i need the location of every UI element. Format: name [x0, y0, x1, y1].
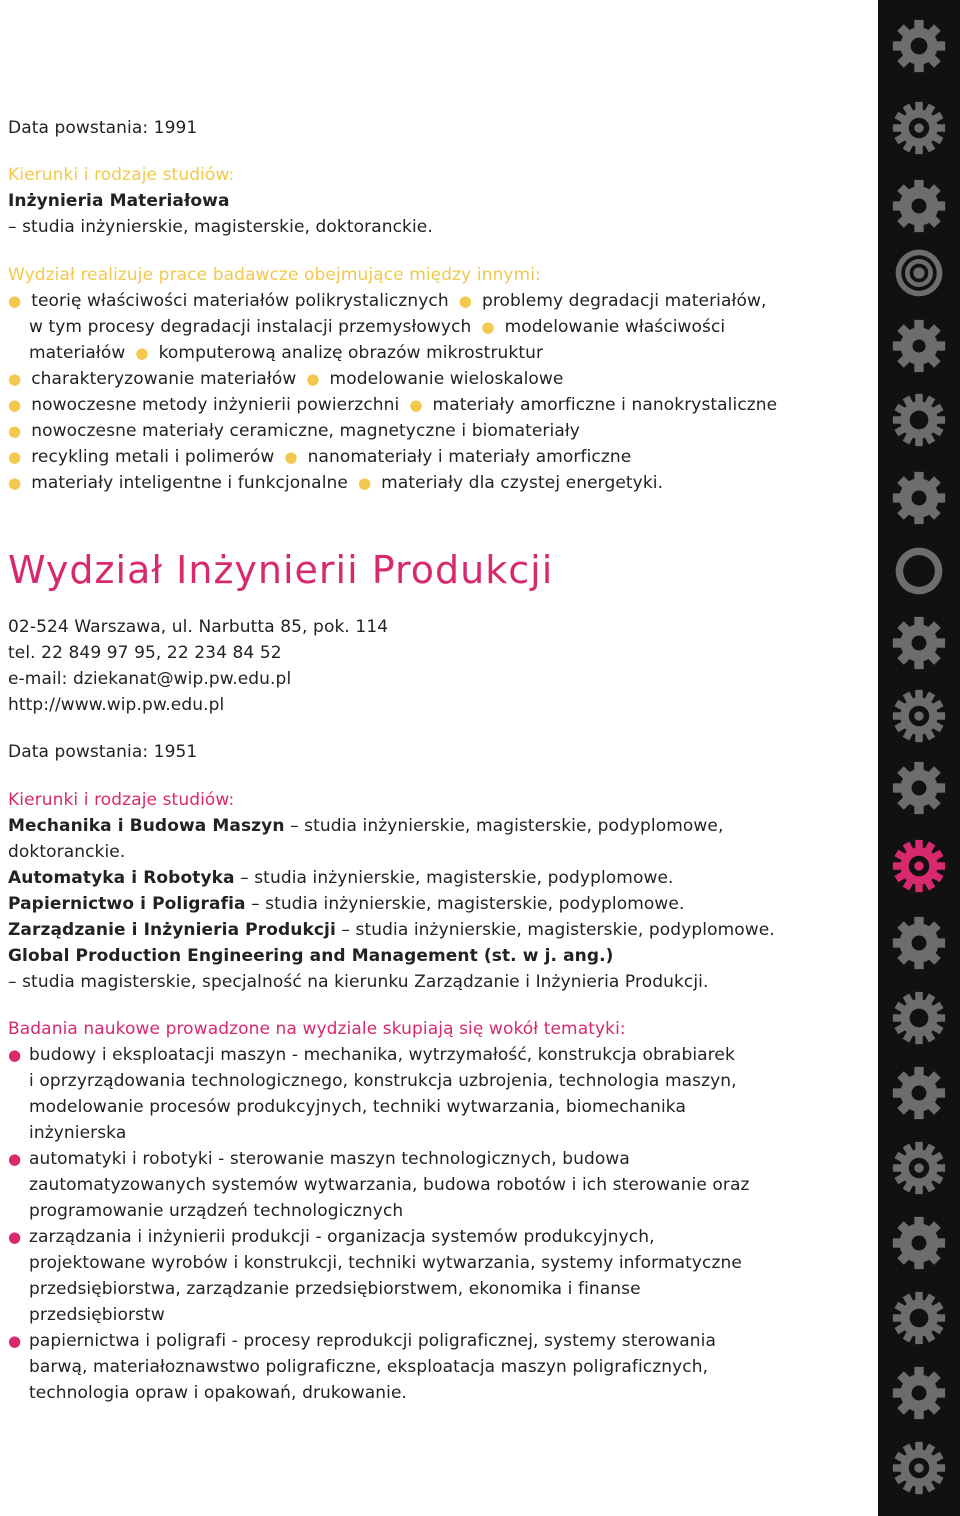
- list-item: ● papiernictwa i poligrafi - procesy reprodukcji poligraficznej, systemy sterowania barwą, materiałoznawstwo poligraficzne, eksploatacja maszyn poligraficznych, technologia opraw i opakowań, drukowanie.: [8, 1331, 716, 1403]
- wip-directions-label: Kierunki i rodzaje studiów:: [8, 790, 235, 810]
- gear-icon: [891, 760, 947, 816]
- gear-icon-highlighted: [891, 838, 947, 894]
- list-item: ● automatyki i robotyki - sterowanie maszyn technologicznych, budowa zautomatyzowanych systemów wytwarzania, budowa robotów i ich sterowanie oraz programowanie urządzeń technologicznych: [8, 1149, 750, 1221]
- gear-icon: [891, 100, 947, 156]
- wip-research-list: [8, 1042, 808, 1406]
- gear-icon: [891, 318, 947, 374]
- program-item: Papiernictwo i Poligrafia – studia inżynierskie, magisterskie, podyplomowe.: [8, 894, 685, 914]
- gear-icon: [891, 990, 947, 1046]
- list-item: materiałów ● komputerową analizę obrazów mikrostruktur: [29, 343, 544, 363]
- gear-icon: [891, 18, 947, 74]
- gear-icon: [891, 1065, 947, 1121]
- wip-programs: [8, 813, 775, 995]
- gear-icon: [891, 178, 947, 234]
- wip-research-label: Badania naukowe prowadzone na wydziale skupiają się wokół tematyki:: [8, 1019, 626, 1039]
- section-title: Wydział Inżynierii Produkcji: [8, 548, 554, 592]
- list-item: ● nowoczesne materiały ceramiczne, magnetyczne i biomateriały: [8, 421, 580, 441]
- list-item: ● budowy i eksploatacji maszyn - mechanika, wytrzymałość, konstrukcja obrabiarek i oprzyrządowania technologicznego, konstrukcja uzbrojenia, technologia maszyn, modelowanie procesów produkcyjnych, techniki wytwarzania, biomechanika inżynierska: [8, 1045, 737, 1143]
- gear-icon: [891, 1140, 947, 1196]
- list-item: ● charakteryzowanie materiałów ● modelowanie wieloskalowe: [8, 369, 564, 389]
- address: 02-524 Warszawa, ul. Narbutta 85, pok. 114: [8, 617, 389, 637]
- email-link[interactable]: e-mail: dziekanat@wip.pw.edu.pl: [8, 669, 292, 689]
- list-item: w tym procesy degradacji instalacji przemysłowych ● modelowanie właściwości: [29, 317, 726, 337]
- gear-icon: [891, 1440, 947, 1496]
- program-item-cont: – studia magisterskie, specjalność na kierunku Zarządzanie i Inżynieria Produkcji.: [8, 972, 709, 992]
- list-item: ● teorię właściwości materiałów polikrystalicznych ● problemy degradacji materiałów,: [8, 291, 767, 311]
- list-item: ● recykling metali i polimerów ● nanomateriały i materiały amorficzne: [8, 447, 632, 467]
- gear-icon: [891, 915, 947, 971]
- program-item: Global Production Engineering and Management (st. w j. ang.): [8, 946, 614, 966]
- spiral-icon: [891, 245, 947, 301]
- wim-founded: Data powstania: 1991: [8, 118, 198, 138]
- wim-field-types: – studia inżynierskie, magisterskie, doktoranckie.: [8, 217, 433, 237]
- gear-icon: [891, 392, 947, 448]
- website-link[interactable]: http://www.wip.pw.edu.pl: [8, 695, 225, 715]
- program-item: Mechanika i Budowa Maszyn – studia inżynierskie, magisterskie, podyplomowe,: [8, 816, 724, 836]
- phone: tel. 22 849 97 95, 22 234 84 52: [8, 643, 282, 663]
- wim-directions-label: Kierunki i rodzaje studiów:: [8, 165, 235, 185]
- wim-research-list: [8, 288, 777, 496]
- wim-research-label: Wydział realizuje prace badawcze obejmujące między innymi:: [8, 265, 541, 285]
- program-item: Automatyka i Robotyka – studia inżynierskie, magisterskie, podyplomowe.: [8, 868, 674, 888]
- list-item: ● zarządzania i inżynierii produkcji - organizacja systemów produkcyjnych, projektowane wyrobów i konstrukcji, techniki wytwarzania, systemy informatyczne przedsiębiorstwa, zarządzanie przedsiębiorstwem, ekonomika i finanse przedsiębiorstw: [8, 1227, 742, 1325]
- wip-founded: Data powstania: 1951: [8, 742, 198, 762]
- list-item: ● nowoczesne metody inżynierii powierzchni ● materiały amorficzne i nanokrystaliczne: [8, 395, 778, 415]
- program-item-cont: doktoranckie.: [8, 842, 126, 862]
- gear-icon: [891, 1365, 947, 1421]
- ring-icon: [891, 543, 947, 599]
- decorative-sidebar: [878, 0, 960, 1516]
- gear-icon: [891, 1215, 947, 1271]
- gear-icon: [891, 470, 947, 526]
- gear-icon: [891, 688, 947, 744]
- program-item: Zarządzanie i Inżynieria Produkcji – studia inżynierskie, magisterskie, podyplomowe.: [8, 920, 775, 940]
- gear-icon: [891, 615, 947, 671]
- gear-icon: [891, 1290, 947, 1346]
- list-item: ● materiały inteligentne i funkcjonalne ● materiały dla czystej energetyki.: [8, 473, 664, 493]
- wim-field-name: Inżynieria Materiałowa: [8, 191, 230, 211]
